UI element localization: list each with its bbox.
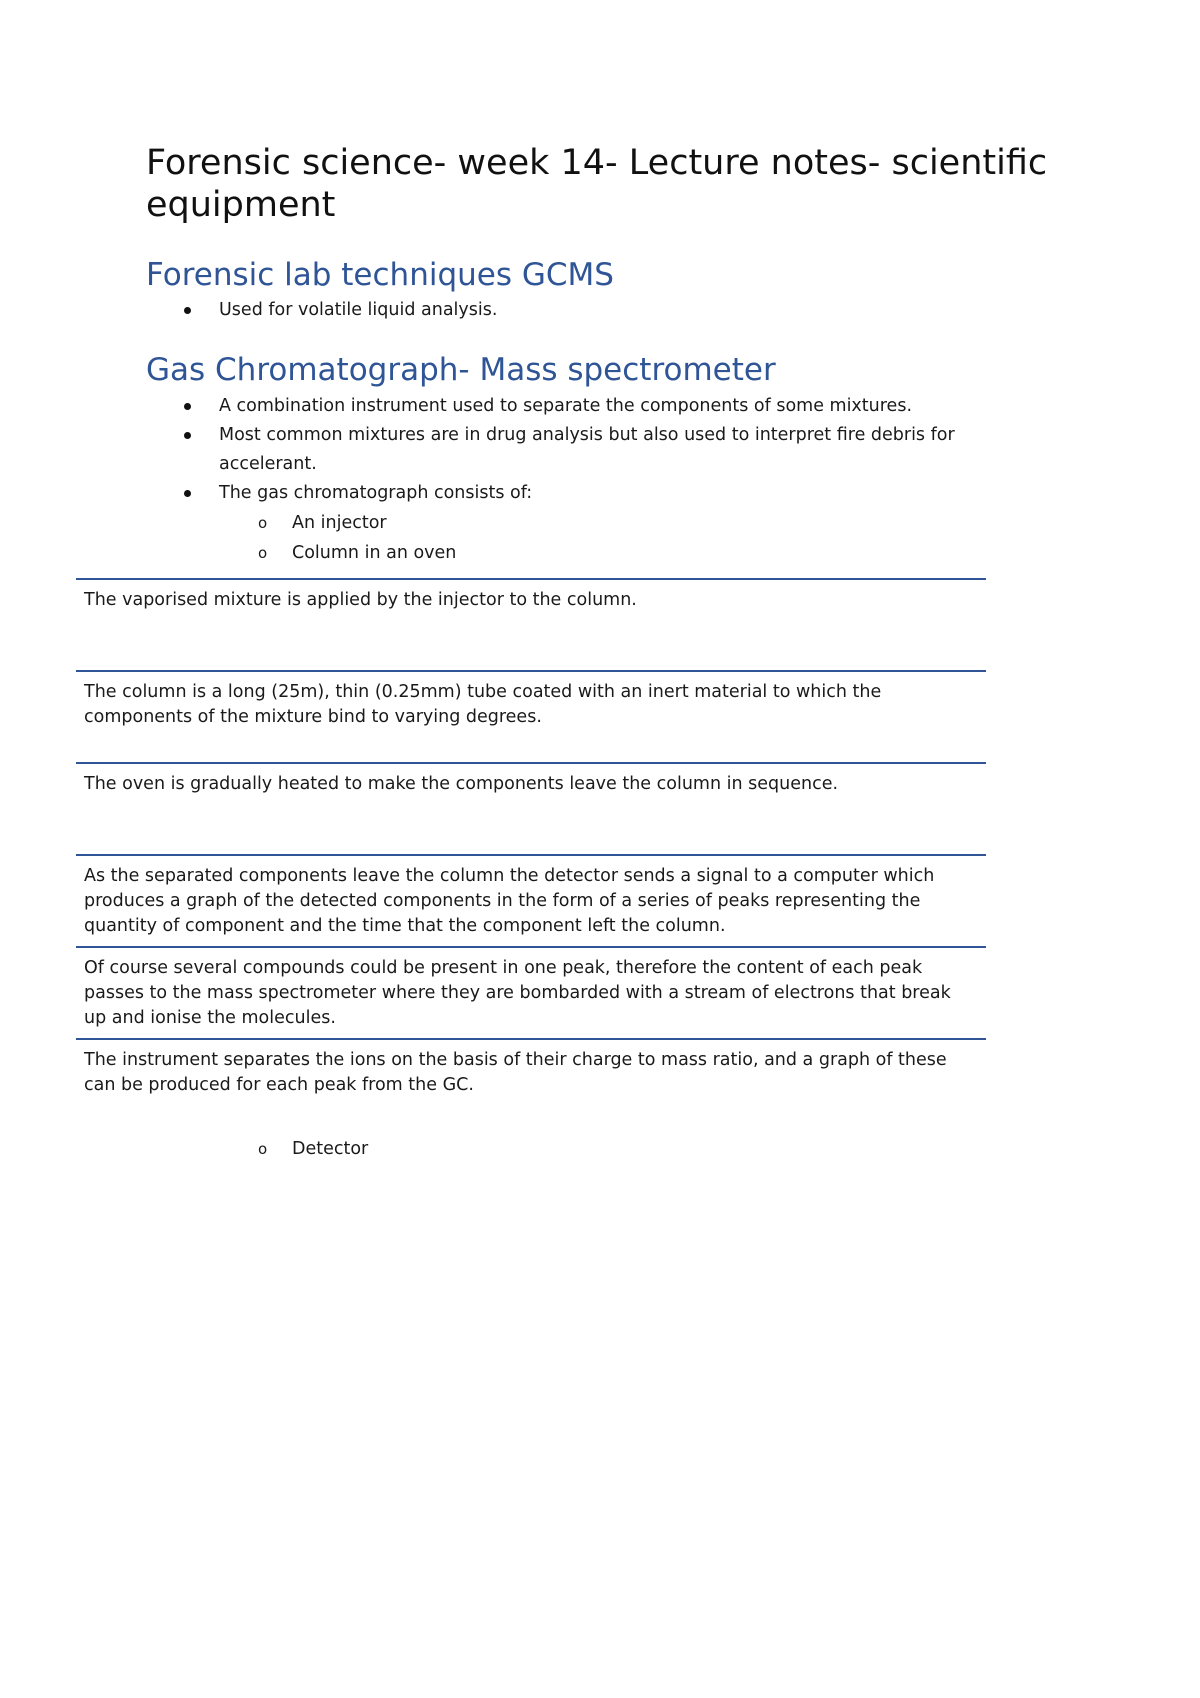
bullet-icon: [184, 307, 191, 314]
list-item: [146, 392, 1006, 421]
process-step: Of course several compounds could be present in one peak, therefore the content of each peak passes to the mass spectrometer where they are bombarded with a stream of electrons that break up and ionise the molecules.: [76, 946, 986, 1031]
list-item-text: Most common mixtures are in drug analysis but also used to interpret fire debris for accelerant.: [219, 425, 955, 474]
sub-list-item-text: Detector: [292, 1139, 369, 1159]
page-title: Forensic science- week 14- Lecture notes- scientific equipment: [146, 143, 1048, 225]
sub-bullet-icon: o: [258, 1140, 268, 1158]
process-step: As the separated components leave the column the detector sends a signal to a computer which produces a graph of the detected components in the form of a series of peaks representing the quantity of component and the time that the component left the column.: [76, 854, 986, 939]
process-step: The column is a long (25m), thin (0.25mm) tube coated with an inert material to which the components of the mixture bind to varying degrees.: [76, 670, 986, 730]
section-heading-gc-ms: Gas Chromatograph- Mass spectrometer: [146, 352, 776, 388]
section-heading-gcms: Forensic lab techniques GCMS: [146, 257, 614, 293]
sub-list-item-text: An injector: [292, 513, 387, 533]
list-item: [146, 421, 1006, 479]
sub-bullet-icon: o: [258, 544, 268, 562]
list-item-text: The gas chromatograph consists of:: [219, 483, 533, 503]
bullet-icon: [184, 403, 191, 410]
bullet-list-gc-ms: [146, 392, 1006, 508]
list-item-text: Used for volatile liquid analysis.: [219, 300, 498, 320]
bullet-icon: [184, 490, 191, 497]
sub-list-item-text: Column in an oven: [292, 543, 457, 563]
process-step: The instrument separates the ions on the basis of their charge to mass ratio, and a graph of these can be produced for each peak from the GC.: [76, 1038, 986, 1098]
bullet-icon: [184, 432, 191, 439]
process-step: The oven is gradually heated to make the components leave the column in sequence.: [76, 762, 986, 797]
bullet-list-gcms: [146, 296, 1006, 325]
list-item: [146, 296, 1006, 325]
process-step: The vaporised mixture is applied by the injector to the column.: [76, 578, 986, 613]
list-item-text: A combination instrument used to separate the components of some mixtures.: [219, 396, 913, 416]
list-item: [146, 479, 1006, 508]
sub-bullet-icon: o: [258, 514, 268, 532]
